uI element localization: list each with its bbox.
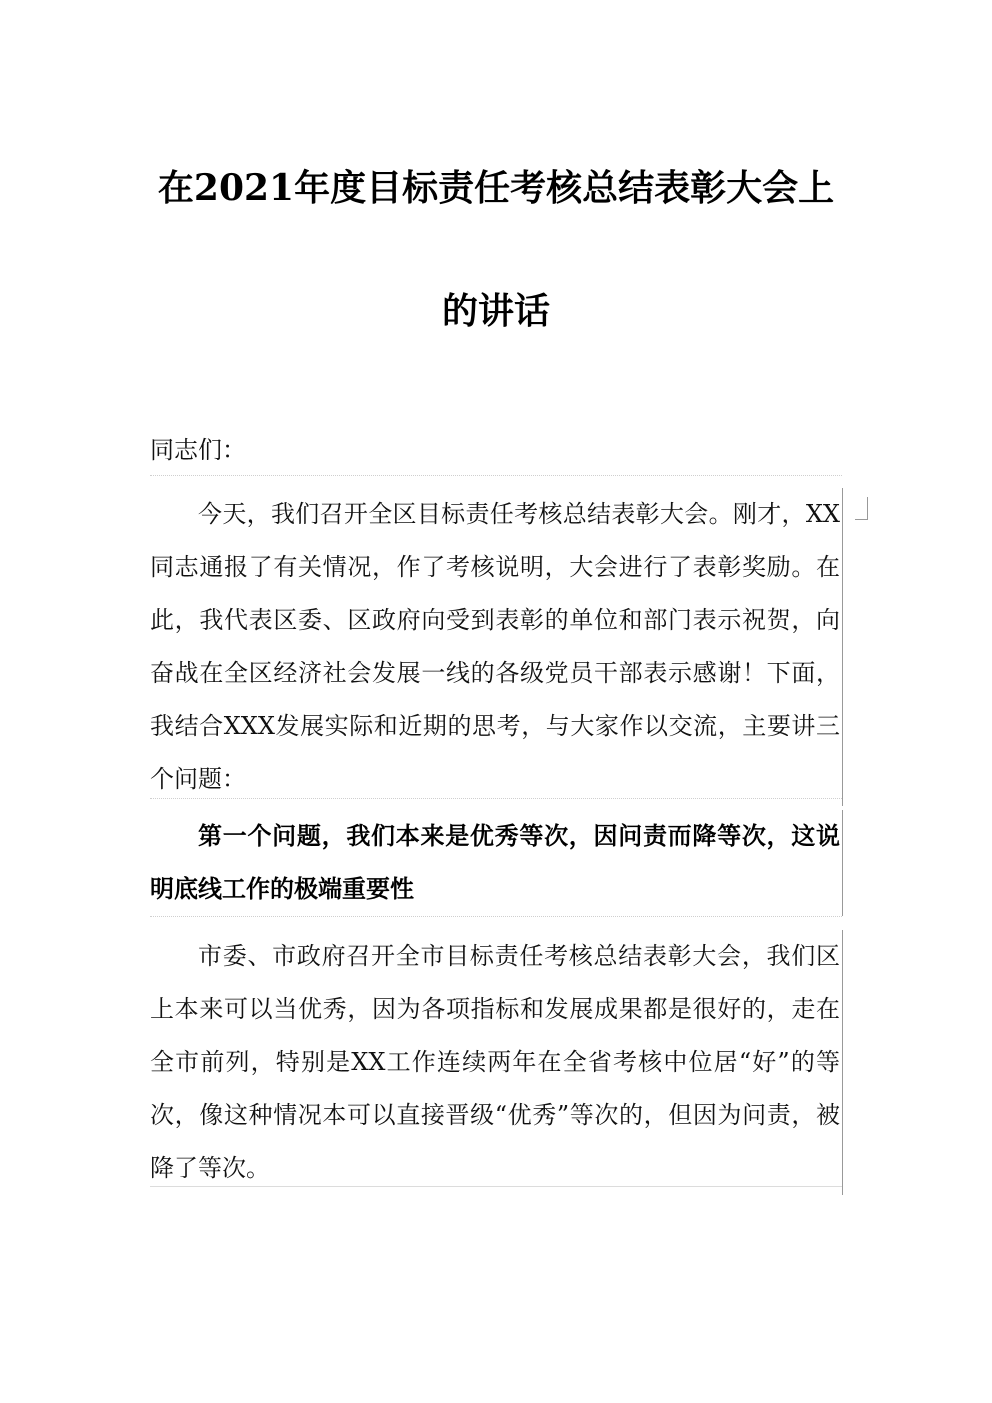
- opening-paragraph: 今天，我们召开全区目标责任考核总结表彰大会。刚才，XX同志通报了有关情况，作了考核说明，大会进行了表彰奖励。在此，我代表区委、区政府向受到表彰的单位和部门表示祝贺，向奋战在全区经济社会发展一线的各级党员干部表示感谢！下面，我结合XXX发展实际和近期的思考，与大家作以交流，主要讲三个问题：: [150, 488, 843, 806]
- text-boundary-corner-mark: [855, 497, 868, 520]
- paragraph-divider: [150, 1186, 842, 1187]
- section-heading-1: 第一个问题，我们本来是优秀等次，因问责而降等次，这说明底线工作的极端重要性: [150, 810, 843, 916]
- salutation: 同志们：: [150, 436, 246, 464]
- paragraph-divider: [150, 475, 842, 476]
- document-title-line-2: 的讲话: [441, 290, 550, 332]
- section-1-paragraph: 市委、市政府召开全市目标责任考核总结表彰大会，我们区上本来可以当优秀，因为各项指标和发展成果都是很好的，走在全市前列，特别是XX工作连续两年在全省考核中位居“好”的等次，像这种情况本可以直接晋级“优秀”等次的，但因为问责，被降了等次。: [150, 930, 843, 1195]
- paragraph-divider: [150, 798, 842, 799]
- document-title-line-1: 在2021年度目标责任考核总结表彰大会上: [157, 167, 835, 209]
- paragraph-divider: [150, 916, 842, 917]
